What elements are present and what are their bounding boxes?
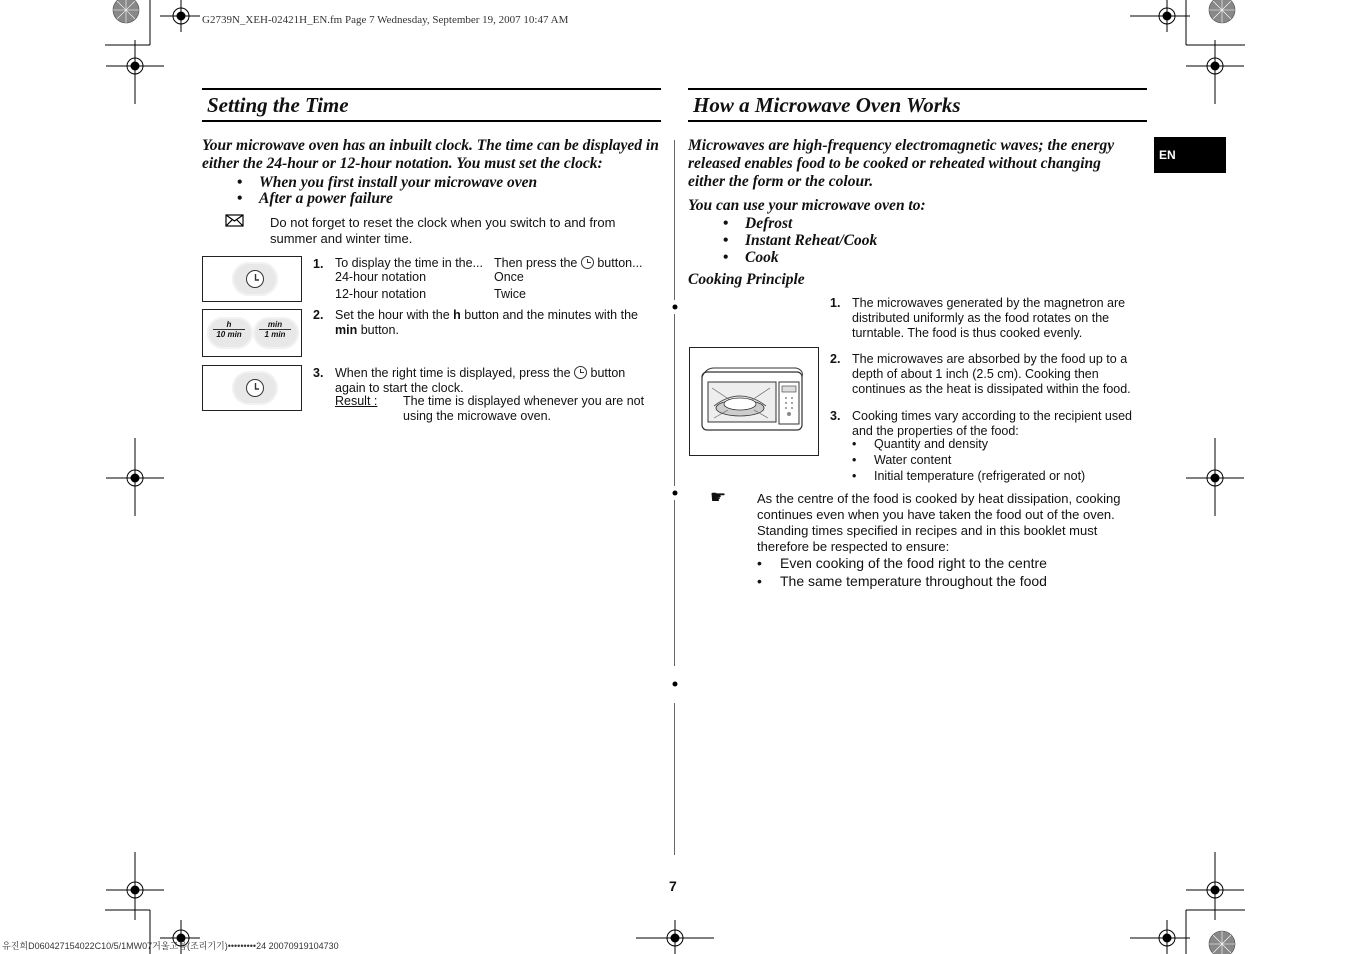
step-number: 2.: [830, 352, 841, 366]
use-bullet: • Defrost: [723, 215, 793, 232]
step-number: 3.: [830, 409, 841, 423]
column-divider: [674, 500, 675, 666]
press-once: Once: [494, 270, 524, 284]
microwave-oven-icon: [700, 366, 810, 436]
how-works-intro: Microwaves are high-frequency electromagnetic waves; the energy released enables food to be cooked or reheated without changing either the form or the colour.: [688, 137, 1115, 190]
column-divider: [674, 140, 675, 300]
column-divider: [674, 703, 675, 855]
use-bullet: • Instant Reheat/Cook: [723, 232, 878, 249]
principle-step-1: The microwaves generated by the magnetron are distributed uniformly as the food rotates on the turntable. The food is thus cooked evenly.: [852, 296, 1126, 340]
file-footer: 유진희D060427154022C10/5/1MW07거울고름(조리기기)•••••••••24 20070919104730: [2, 941, 339, 951]
cooking-principle-heading: Cooking Principle: [688, 271, 805, 288]
minute-button: min 1 min: [259, 320, 291, 339]
section-title-how-works: How a Microwave Oven Works: [688, 88, 1147, 122]
result-text: The time is displayed whenever you are not using the microwave oven.: [403, 394, 645, 423]
hour-button: h 10 min: [213, 320, 245, 339]
notation-24: 24-hour notation: [335, 270, 427, 284]
clock-button-illustration: [202, 365, 302, 411]
factor-bullet: • Initial temperature (refrigerated or not): [852, 469, 1086, 483]
clock-icon: [581, 256, 594, 269]
note-icon: [225, 214, 245, 228]
principle-step-3: Cooking times vary according to the recipient used and the properties of the food:: [852, 409, 1133, 438]
uses-heading: You can use your microwave oven to:: [688, 197, 926, 214]
step-number: 3.: [313, 366, 324, 380]
setting-time-bullet: • When you first install your microwave oven: [237, 174, 538, 191]
use-bullet: • Cook: [723, 249, 779, 266]
language-tab: EN: [1154, 137, 1226, 173]
step1-press-head: Then press the button...: [494, 256, 643, 270]
factor-bullet: • Water content: [852, 453, 952, 467]
setting-time-intro: Your microwave oven has an inbuilt clock. The time can be displayed in either the 24-hour or 12-hour notation. You must set the clock:: [202, 137, 659, 172]
file-header: G2739N_XEH-02421H_EN.fm Page 7 Wednesday, September 19, 2007 10:47 AM: [202, 14, 569, 26]
step-number: 1.: [830, 296, 841, 310]
principle-step-2: The microwaves are absorbed by the food up to a depth of about 1 inch (2.5 cm). Cooking then continues as the heat is dissipated within the food.: [852, 352, 1131, 396]
step-number: 1.: [313, 257, 324, 271]
note-bullet: • The same temperature throughout the food: [757, 573, 1047, 589]
step2-text: Set the hour with the h button and the minutes with the min button.: [335, 308, 638, 337]
notation-12: 12-hour notation: [335, 287, 427, 301]
page-number: 7: [669, 878, 677, 894]
microwave-illustration: [689, 347, 819, 456]
section-title-setting-time: Setting the Time: [202, 88, 661, 122]
step3-text: When the right time is displayed, press the button again to start the clock.: [335, 366, 626, 395]
clock-icon: [574, 366, 587, 379]
factor-bullet: • Quantity and density: [852, 437, 988, 451]
note-bullet: • Even cooking of the food right to the centre: [757, 555, 1047, 571]
step-number: 2.: [313, 308, 324, 322]
pointing-hand-icon: ☛: [710, 487, 727, 508]
press-twice: Twice: [494, 287, 526, 301]
hour-minute-buttons-illustration: [202, 309, 302, 357]
result-label: Result :: [335, 394, 378, 408]
standing-time-note: As the centre of the food is cooked by heat dissipation, cooking continues even when you have taken the food out of the oven. Standing times specified in recipes and in this booklet must therefore be respected to ensure:: [757, 491, 1121, 554]
setting-time-bullet: • After a power failure: [237, 190, 393, 207]
clock-button-illustration: [202, 256, 302, 302]
step1-column-head: To display the time in the...: [335, 256, 483, 270]
clock-reset-note: Do not forget to reset the clock when you switch to and from summer and winter time.: [270, 215, 616, 246]
column-divider: [674, 314, 675, 486]
